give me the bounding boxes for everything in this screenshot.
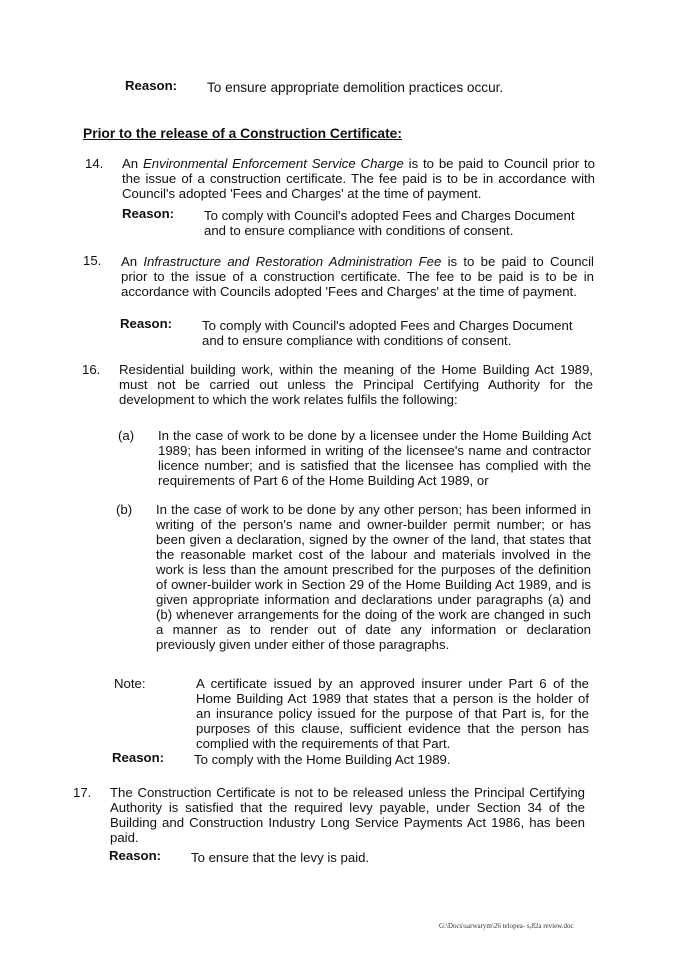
reason-label: Reason: <box>109 848 162 863</box>
top-reason-text: To ensure appropriate demolition practices occur. <box>207 80 504 95</box>
condition-text: An Environmental Enforcement Service Charge is to be paid to Council prior to the issue of a construction certificate. The fee paid is to be in accordance with Council's adopted 'Fees and Charges' at the time of payment. <box>122 156 596 201</box>
condition-text: An Infrastructure and Restoration Administration Fee is to be paid to Council prior to the issue of a construction certificate. The fee to be paid is to be in accordance with Councils adopted 'Fees and Charges' at the time of payment. <box>121 254 594 299</box>
reason-text: To comply with Council's adopted Fees and Charges Document and to ensure compliance with conditions of consent. <box>204 208 575 238</box>
fee-name: Environmental Enforcement Service Charge <box>142 156 404 171</box>
condition-number: 16. <box>82 362 101 377</box>
condition-number: 14. <box>85 156 104 171</box>
reason-text: To ensure that the levy is paid. <box>191 850 370 865</box>
item-text: In the case of work to be done by any other person; has been informed in writing of the person's name and owner-builder permit number; or has been given a declaration, signed by the owner of the land, that states that the reasonable market cost of the labour and materials involved in the work is less than the amount prescribed for the purposes of the definition of owner-builder work in Section 29 of the Home Building Act 1989, and is given appropriate information and declarations under paragraphs (a) and (b) whenever arrangements for the doing of the work are changed in such a manner as to render out of date any information or declaration previously given under either of those paragraphs. <box>156 502 591 652</box>
reason-text: To comply with Council's adopted Fees and Charges Document and to ensure compliance with conditions of consent. <box>202 318 573 348</box>
condition-number: 17. <box>73 785 92 800</box>
item-text: In the case of work to be done by a licensee under the Home Building Act 1989; has been informed in writing of the licensee's name and contractor licence number; and is satisfied that the licensee has complied with the requirements of Part 6 of the Home Building Act 1989, or <box>158 428 591 488</box>
reason-label: Reason: <box>122 206 175 221</box>
reason-text: To comply with the Home Building Act 1989. <box>194 752 451 767</box>
top-reason-label: Reason: <box>125 78 178 93</box>
note-text: A certificate issued by an approved insurer under Part 6 of the Home Building Act 1989 that states that a person is the holder of an insurance policy issued for the purpose of that Part is, for the purposes of this clause, sufficient evidence that the person has complied with the requirements of that Part. <box>196 676 589 751</box>
note-label: Note: <box>114 676 146 691</box>
fee-name: Infrastructure and Restoration Administration Fee <box>143 254 442 269</box>
condition-text: The Construction Certificate is not to be released unless the Principal Certifying Authority is satisfied that the required levy payable, under Section 34 of the Building and Construction Industry Long Service Payments Act 1986, has been paid. <box>110 785 585 845</box>
reason-label: Reason: <box>120 316 173 331</box>
reason-label: Reason: <box>112 750 165 765</box>
section-heading: Prior to the release of a Construction Certificate: <box>83 126 402 141</box>
item-label: (a) <box>118 428 135 443</box>
footer-file-path: G:\Docs\sarwarym\26 telopea- s,82a review.doc <box>439 922 574 930</box>
condition-text: Residential building work, within the meaning of the Home Building Act 1989, must not be carried out unless the Principal Certifying Authority for the development to which the work relates fulfils the following: <box>119 362 593 407</box>
condition-number: 15. <box>83 253 102 268</box>
item-label: (b) <box>116 502 133 517</box>
